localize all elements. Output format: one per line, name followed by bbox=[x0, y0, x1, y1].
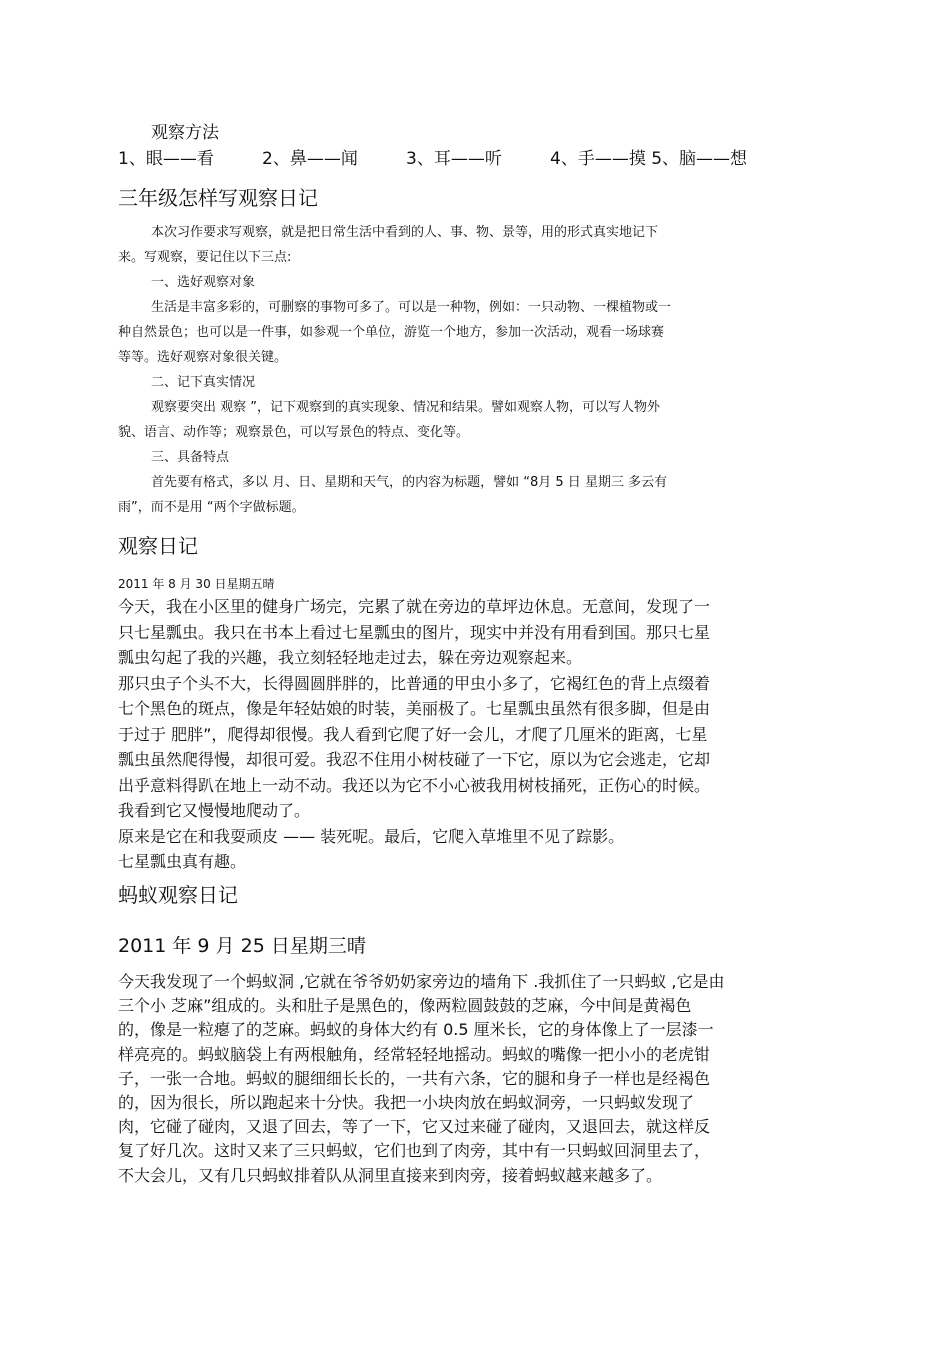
section2-line: 七星瓢虫真有趣。 bbox=[118, 852, 247, 871]
section1-subheading: 三、具备特点 bbox=[151, 450, 230, 465]
section1-line: 貌、语言、动作等；观察景色，可以写景色的特点、变化等。 bbox=[118, 425, 470, 440]
section2-body bbox=[118, 594, 818, 875]
section3-line: 肉，它碰了碰肉，又退了回去，等了一下，它又过来碰了碰肉，又退回去，就这样反 bbox=[118, 1117, 711, 1137]
section3-body bbox=[118, 970, 838, 1188]
section3-line: 样亮亮的。蚂蚁脑袋上有两根触角，经常轻轻地摇动。蚂蚁的嘴像一把小小的老虎钳 bbox=[118, 1044, 711, 1064]
section1-line: 首先要有格式，多以 月、日、星期和天气，的内容为标题，譬如 “8月 5 日 星期三 多云有 bbox=[151, 475, 668, 490]
section2-line: 出乎意料得趴在地上一动不动。我还以为它不小心被我用树枝捅死，正伤心的时候。 bbox=[118, 775, 711, 795]
section2-line: 七个黑色的斑点，像是年轻姑娘的时装，美丽极了。七星瓢虫虽然有很多脚，但是由 bbox=[118, 699, 711, 718]
section1-body bbox=[118, 220, 838, 520]
section3-line: 的，像是一粒瘪了的芝麻。蚂蚁的身体大约有 0.5 厘米长，它的身体像上了一层漆一 bbox=[118, 1020, 714, 1040]
section1-line: 种自然景色；也可以是一件事，如参观一个单位，游览一个地方，参加一次活动，观看一场球赛 bbox=[118, 325, 665, 340]
section2-line: 于过于 肥胖”，爬得却很慢。我人看到它爬了好一会儿，才爬了几厘米的距离，七星 bbox=[118, 724, 708, 744]
method-item-eye: 1、眼——看 bbox=[118, 149, 214, 169]
section3-line: 子，一张一合地。蚂蚁的腿细细长长的，一共有六条，它的腿和身子一样也是经褐色 bbox=[118, 1068, 711, 1088]
section3-title: 蚂蚁观察日记 bbox=[118, 883, 238, 907]
section1-line: 等等。选好观察对象很关键。 bbox=[118, 350, 288, 365]
section1-line: 观察要突出 观察 ”，记下观察到的真实现象、情况和结果。譬如观察人物，可以写人物外 bbox=[151, 400, 661, 415]
section3-line: 复了好几次。这时又来了三只蚂蚁，它们也到了肉旁，其中有一只蚂蚁回洞里去了， bbox=[118, 1141, 711, 1161]
methods-label: 观察方法 bbox=[151, 123, 219, 143]
section2-title: 观察日记 bbox=[118, 534, 198, 558]
section2-line: 那只虫子个头不大，长得圆圆胖胖的，比普通的甲虫小多了，它褐红色的背上点缀着 bbox=[118, 673, 711, 693]
section3-line: 的，因为很长，所以跑起来十分快。我把一小块肉放在蚂蚁洞旁，一只蚂蚁发现了 bbox=[118, 1092, 695, 1112]
section1-line: 本次习作要求写观察，就是把日常生活中看到的人、事、物、景等，用的形式真实地记下 bbox=[151, 225, 659, 240]
section1-line: 来。写观察，要记住以下三点: bbox=[118, 250, 292, 265]
section1-subheading: 一、选好观察对象 bbox=[151, 275, 256, 290]
section2-line: 原来是它在和我耍顽皮 —— 装死呢。最后，它爬入草堆里不见了踪影。 bbox=[118, 826, 625, 846]
section3-line: 不大会儿，又有几只蚂蚁排着队从洞里直接来到肉旁，接着蚂蚁越来越多了。 bbox=[118, 1165, 663, 1185]
section2-line: 今天，我在小区里的健身广场完，完累了就在旁边的草坪边休息。无意间，发现了一 bbox=[118, 597, 711, 616]
section3-line: 今天我发现了一个蚂蚁洞 ,它就在爷爷奶奶家旁边的墙角下 .我抓住了一只蚂蚁 ,它是由 bbox=[118, 972, 725, 991]
section1-subheading: 二、记下真实情况 bbox=[151, 375, 256, 390]
section1-line: 生活是丰富多彩的，可删察的事物可多了。可以是一种物，例如：一只动物、一棵植物或一 bbox=[151, 300, 672, 315]
section3-date: 2011 年 9 月 25 日星期三晴 bbox=[118, 935, 366, 957]
section1-title: 三年级怎样写观察日记 bbox=[118, 186, 318, 210]
section2-line: 瓢虫勾起了我的兴趣，我立刻轻轻地走过去，躲在旁边观察起来。 bbox=[118, 648, 583, 667]
section1-line: 雨”，而不是用 “两个字做标题。 bbox=[118, 500, 305, 515]
section2-line: 只七星瓢虫。我只在书本上看过七星瓢虫的图片，现实中并没有用看到国。那只七星 bbox=[118, 622, 711, 642]
method-item-hand-brain: 4、手——摸 5、脑——想 bbox=[550, 149, 748, 169]
method-item-nose: 2、鼻——闻 bbox=[262, 149, 358, 169]
section2-date: 2011 年 8 月 30 日星期五晴 bbox=[118, 577, 275, 591]
section3-line: 三个小 芝麻”组成的。头和肚子是黑色的，像两粒圆鼓鼓的芝麻，今中间是黄褐色 bbox=[118, 996, 692, 1016]
method-item-ear: 3、耳——听 bbox=[406, 149, 502, 169]
section2-line: 瓢虫虽然爬得慢，却很可爱。我忍不住用小树枝碰了一下它，原以为它会逃走，它却 bbox=[118, 750, 711, 769]
section2-line: 我看到它又慢慢地爬动了。 bbox=[118, 801, 311, 820]
